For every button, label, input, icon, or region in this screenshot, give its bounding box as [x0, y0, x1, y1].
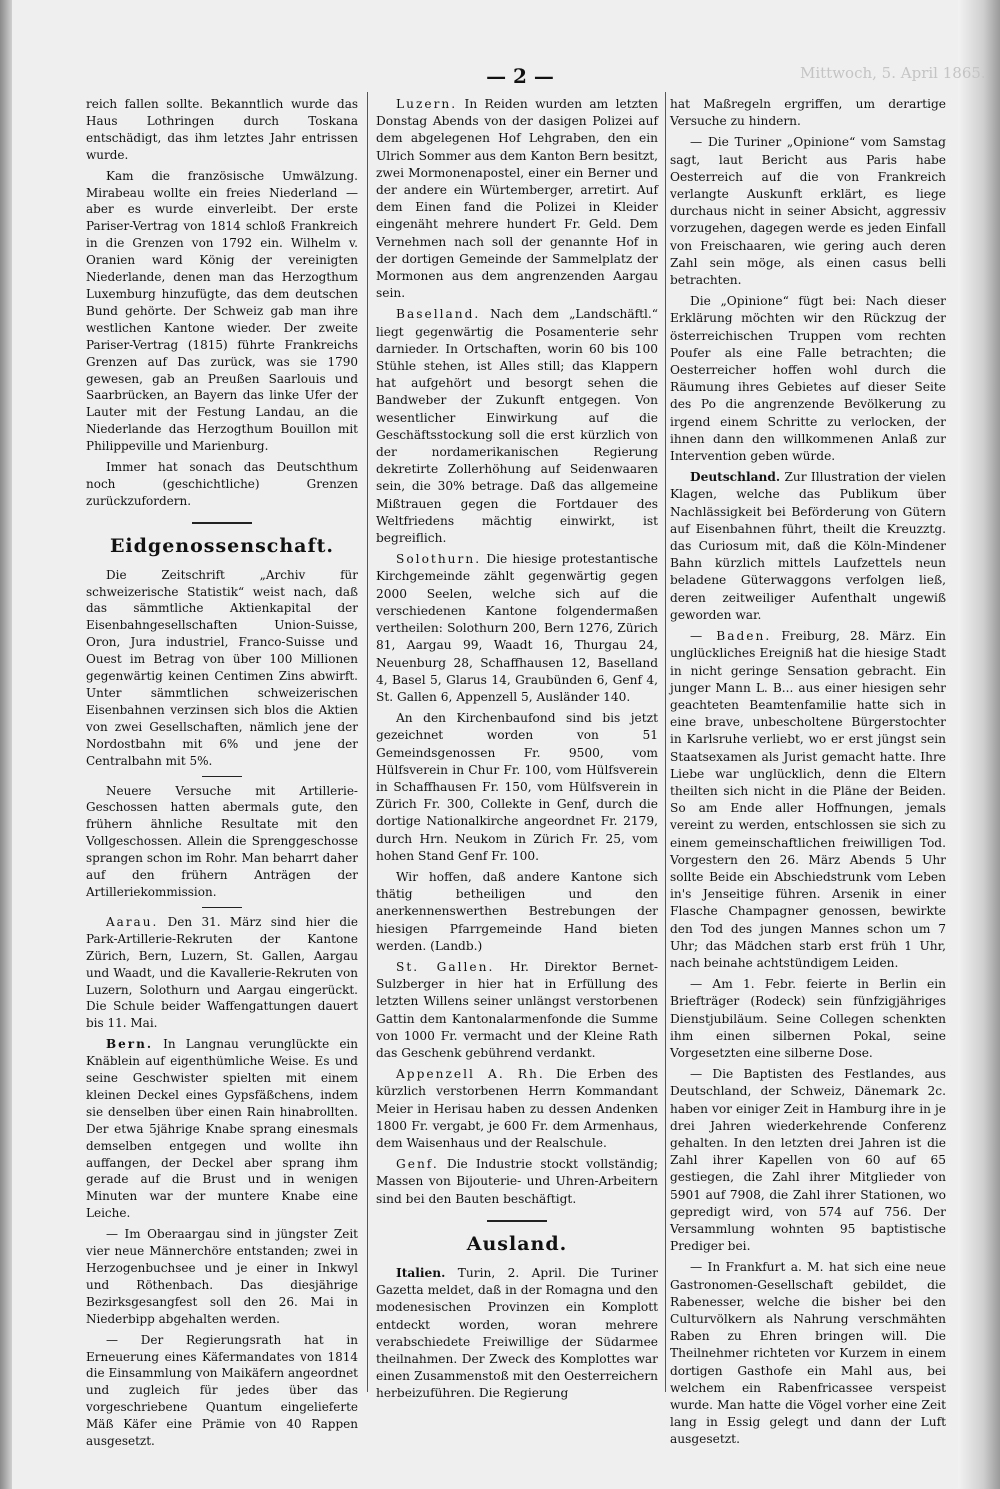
- article-paragraph: — Die Turiner „Opinione“ vom Samstag sagt, laut Bericht aus Paris habe Oesterreich auf die von Frankreich verlangte Auskunft erklärt, es liege durchaus nicht in seiner Absicht, aggressiv vorzugehen, dagegen werde es jeden Einfall von Freischaaren, wie gering auch deren Zahl sein möge, als einen casus belli betrachten.: [670, 135, 946, 288]
- article-paragraph: [376, 1156, 658, 1208]
- article-text: Die hiesige protestantische Kirchgemeinde zählt gegenwärtig gegen 2000 Seelen, welche sich auf die verschiedenen Kantone folgendermaßen vertheilen: Solothurn 200, Bern 1276, Zürich 81, Aargau 99, Waadt 16, Thurgau 24, Neuenburg 28, Schaffhausen 12, Baselland 4, Basel 5, Glarus 14, Graubünden 6, Genf 4, St. Gallen 6, Appenzell 5, Ausländer 140.: [376, 552, 658, 704]
- article-paragraph: [670, 628, 946, 972]
- article-text: Die Industrie stockt vollständig; Massen von Bijouterie- und Uhren-Arbeitern sind bei den Bauten beschäftigt.: [376, 1157, 658, 1206]
- dateline: Appenzell A. Rh.: [396, 1067, 545, 1082]
- article-paragraph: Neuere Versuche mit Artillerie-Geschossen hatten abermals gute, den frühern ähnliche Resultate mit den Vollgeschossen. Allein die Sprenggeschosse sprangen schon im Rohr. Man beharrt daher auf den frühern Anträgen der Artilleriekommission.: [86, 783, 358, 899]
- dateline: Baselland.: [396, 307, 481, 322]
- dateline: Aarau.: [106, 914, 159, 929]
- article-paragraph: [376, 551, 658, 706]
- article-paragraph: — Die Baptisten des Festlandes, aus Deutschland, der Schweiz, Dänemark 2c. haben vor einiger Zeit in Hamburg ihre in je drei Jahren wiederkehrende Conferenz gehalten. In den letzten drei Jahren ist die Zahl ihrer Kapellen von 60 auf 65 gestiegen, die Zahl ihrer Mitglieder von 5901 auf 7908, die Zahl ihrer Stationen, wo gepredigt wird, von 574 auf 756. Der Versammlung wohnten 95 baptistische Prediger bei.: [670, 1067, 946, 1254]
- country-heading: Deutschland.: [690, 470, 781, 485]
- country-heading: Italien.: [396, 1266, 446, 1280]
- article-paragraph: [376, 1066, 658, 1152]
- section-heading-ausland: Ausland.: [466, 1232, 568, 1255]
- article-paragraph: Die Zeitschrift „Archiv für schweizerische Statistik“ weist nach, daß das sämmtliche Aktienkapital der Eisenbahngesellschaften Union-Suisse, Oron, Jura industriel, Franco-Suisse und Ouest im Betrag von über 100 Millionen gegenwärtig keinen Centimen Zins abwirft. Unter sämmtlichen schweizerischen Eisenbahnen verzinsen sich blos die Aktien von zwei Gesellschaften, nämlich jene der Nordostbahn mit 6% und jene der Centralbahn mit 5%.: [86, 567, 358, 768]
- section-separator: [487, 1220, 547, 1222]
- dateline: Luzern.: [396, 97, 458, 111]
- article-separator: [202, 907, 242, 908]
- article-text: Den 31. März sind hier die Park-Artillerie-Rekruten der Kantone Zürich, Bern, Luzern, St. Gallen, Aargau und Waadt, und die Kavallerie-Rekruten von Luzern, Solothurn und Aargau eingerückt. Die Schule beider Waffengattungen dauert bis 11. Mai.: [86, 914, 358, 1031]
- article-paragraph: — Am 1. Febr. feierte in Berlin ein Briefträger (Rodeck) sein fünfzigjähriges Dienstjubiläum. Seine Collegen schenkten ihm einen silbernen Pokal, seine Vorgesetzten eine silberne Dose.: [670, 977, 946, 1060]
- article-paragraph: [670, 469, 946, 624]
- column-1: [86, 96, 358, 1454]
- article-paragraph: [376, 1265, 658, 1403]
- article-paragraph: Die „Opinione“ fügt bei: Nach dieser Erklärung möchten wir den Rückzug der österreichischen Truppen vom rechten Poufer als eine Falle betrachten; die Oesterreicher hoffen wohl durch die Räumung ihres Gebietes auf dieser Seite des Po die angrenzende Bevölkerung zu irgend einem Schritte zu verlocken, der ihnen dann den willkommenen Anlaß zur Intervention geben würde.: [670, 294, 946, 464]
- column-rule-1: [367, 92, 368, 1392]
- column-3: [670, 96, 946, 1453]
- article-paragraph: [86, 1036, 358, 1222]
- article-text: In Reiden wurden am letzten Donstag Abends von der dasigen Polizei auf dem abgelegenen Hof Lehgraben, den ein Ulrich Sommer aus dem Kanton Bern besitzt, zwei Mormonenapostel, einer ein Berner und der andere ein Würtemberger, arretirt. Auf dem Einen fand die Polizei in Kleider eingenäht mehrere hundert Fr. Geld. Dem Vernehmen nach soll der genannte Hof in der dortigen Gemeinde der Sammelplatz der Mormonen aus dem angrenzenden Aargau sein.: [376, 97, 658, 301]
- article-text: Turin, 2. April. Die Turiner Gazetta meldet, daß in der Romagna und den modenesischen Provinzen ein Komplott entdeckt worden, woran mehrere verabschiedete Freiwillige der Südarmee theilnahmen. Der Zweck des Komplottes war einen Zusammenstoß mit den Oesterreichern herbeizuführen. Die Regierung: [376, 1266, 658, 1401]
- article-paragraph: Immer hat sonach das Deutschthum noch (geschichtliche) Grenzen zurückzufordern.: [86, 460, 358, 508]
- article-paragraph: Kam die französische Umwälzung. Mirabeau wollte ein freies Niederland — aber es wurde einverleibt. Der erste Pariser-Vertrag von 1814 schloß Frankreich in die Grenzen von 1792 ein. Wilhelm v. Oranien ward König der vereinigten Niederlande, denen man das Herzogthum Luxemburg hinzufügte, das dem deutschen Bund gehörte. Der Schweiz gab man ihre westlichen Kantone wieder. Der zweite Pariser-Vertrag (1815) führte Frankreichs Grenzen auf Das zurück, was sie 1790 gewesen, gab an Preußen Saarlouis und Saarbrücken, an Bayern das linke Ufer der Lauter mit der Festung Landau, an die Niederlande das Herzogthum Bouillon mit Philippeville und Marienburg.: [86, 168, 358, 454]
- article-text: Die Erben des kürzlich verstorbenen Herrn Kommandant Meier in Herisau haben zu dessen Andenken 1800 Fr. vergabt, je 600 Fr. dem Armenhaus, dem Waisenhaus und der Realschule.: [376, 1067, 658, 1150]
- section-separator: [192, 522, 252, 524]
- dateline: Genf.: [396, 1157, 439, 1172]
- article-paragraph: Wir hoffen, daß andere Kantone sich thätig betheiligen und den anerkennenswerthen Bestrebungen der hiesigen Pfarrgemeinde Hand bieten werden. (Landb.): [376, 869, 658, 953]
- article-paragraph: An den Kirchenbaufond sind bis jetzt gezeichnet worden von 51 Gemeindsgenossen Fr. 9500, vom Hülfsverein in Chur Fr. 100, vom Hülfsverein in Schaffhausen Fr. 150, vom Hülfsverein in Zürich Fr. 300, Collekte in Genf, durch die dortige Nationalkirche angeordnet Fr. 2179, durch Hrn. Neukom in Zürich Fr. 25, vom hohen Stand Genf Fr. 100.: [376, 711, 658, 863]
- article-paragraph: hat Maßregeln ergriffen, um derartige Versuche zu hindern.: [670, 97, 946, 129]
- article-text: Zur Illustration der vielen Klagen, welche das Publikum über Nachlässigkeit bei Beförderung von Gütern auf Eisenbahnen führt, theilt die Kreuzztg. das Curiosum mit, daß die Köln-Mindener Bahn kürzlich mittels Laufzettels neun beladene Güterwaggons verfolgen ließ, deren zeitweiliger Aufenthalt ungewiß geworden war.: [670, 470, 947, 622]
- dateline: Solothurn.: [396, 552, 482, 567]
- section-heading-eidgenossenschaft: Eidgenossenschaft.: [109, 534, 335, 557]
- article-text: Hr. Direktor Bernet-Sulzberger in hier hat in Erfüllung des letzten Willens seiner unlängst verstorbenen Gattin dem Kantonalarmenfonde die Summe von 1000 Fr. vermacht und der Kleine Rath das Geschenk gebührend verdankt.: [376, 959, 659, 1060]
- adjacent-page-edge: [958, 0, 1000, 1489]
- dateline: St. Gallen.: [396, 959, 495, 974]
- article-paragraph: [376, 96, 658, 302]
- article-text: In Langnau verunglückte ein Knäblein auf eigenthümliche Weise. Es und seine Geschwister spielten mit einem kleinen Deckel eines Gypsfäßchens, indem sie denselben über einen Rain hinabrollten. Der etwa 5jährige Knabe sprang einesmals demselben entgegen und wollte ihn auffangen, der Deckel aber sprang ihm gerade auf die Brust und in wenigen Minuten war der muntere Knabe eine Leiche.: [86, 1037, 358, 1221]
- article-paragraph: [376, 959, 658, 1062]
- article-paragraph: [86, 914, 358, 1032]
- article-separator: [202, 776, 242, 777]
- page-number: — 2 —: [486, 64, 554, 88]
- article-text: Nach dem „Landschäftl.“ liegt gegenwärtig die Posamenterie sehr darnieder. In Ortschaften, worin 60 bis 100 Stühle stehen, ist Alles still; das Klappern hat aufgehört und besorgt sehen die Bandweber der Zukunft entgegen. Von wesentlicher Einwirkung auf die Geschäftsstockung soll die erst kürzlich von der nordamerikanischen Regierung dekretirte Zollerhöhung auf Seidenwaaren sein, die 30% betrage. Daß das allgemeine Mißtrauen gegen die Fortdauer des Weltfriedens mächtig einwirkt, ist begreiflich.: [376, 307, 659, 546]
- dateline: — Baden.: [690, 629, 772, 644]
- adjacent-page-header: Mittwoch, 5. April 1865.: [800, 64, 986, 82]
- dateline: Bern.: [106, 1037, 154, 1052]
- column-2: [376, 96, 658, 1407]
- article-paragraph: [376, 306, 658, 547]
- article-paragraph: — Im Oberaargau sind in jüngster Zeit vier neue Männerchöre entstanden; zwei in Herzogenbuchsee und je einer in Inkwyl und Röthenbach. Das diesjährige Bezirksgesangfest soll den 26. Mai in Niederbipp abgehalten werden.: [86, 1227, 358, 1326]
- article-text: Freiburg, 28. März. Ein unglückliches Ereigniß hat die hiesige Stadt in nicht geringe Sensation gebracht. Ein junger Mann L. B... aus einer hiesigen sehr geachteten Beamtenfamilie hatte sich in eine brave, unbescholtene Bürgerstochter in Karlsruhe verliebt, wo er erst jüngst sein Staatsexamen als Jurist gemacht hatte. Ihre Liebe war unglücklich, denn die Eltern theilten sich nicht in die Pläne der Beiden. So am Ende aller Hoffnungen, jemals vereint zu werden, entschlossen sie sich zu einem gemeinschaftlichen freiwilligen Tod. Vorgestern den 26. März Abends 5 Uhr sollte Beide ein Abschiedstrunk vom Leben in's Jenseitige führen. Arsenik in einer Flasche Champagner genossen, bewirkte den Tod des jungen Mannes schon um 7 Uhr; das Mädchen starb erst früh 1 Uhr, nach beinahe achtstündigem Leiden.: [670, 629, 947, 970]
- page-binding-shadow: [0, 0, 12, 1489]
- article-paragraph: reich fallen sollte. Bekanntlich wurde das Haus Lothringen durch Toskana entschädigt, das ihm letztes Jahr entrissen wurde.: [86, 97, 358, 162]
- article-paragraph: — In Frankfurt a. M. hat sich eine neue Gastronomen-Gesellschaft gebildet, die Rabenesser, welche die bisher bei den Culturvölkern als Nahrung verschmähten Raben zu Ehren bringen will. Die Theilnehmer richteten vor Kurzem in einem dortigen Gasthofe ein Mahl aus, bei welchem ein Rabenfricassee verspeist wurde. Man hatte die Vögel vorher eine Zeit lang in Essig gelegt und dann der Luft ausgesetzt.: [670, 1260, 946, 1447]
- article-paragraph: — Der Regierungsrath hat in Erneuerung eines Käfermandates von 1814 die Einsammlung von Maikäfern angeordnet und zugleich für jedes über das vorgeschriebene Quantum eingelieferte Mäß Käfer eine Prämie von 40 Rappen ausgesetzt.: [86, 1332, 358, 1449]
- column-rule-2: [665, 92, 666, 1392]
